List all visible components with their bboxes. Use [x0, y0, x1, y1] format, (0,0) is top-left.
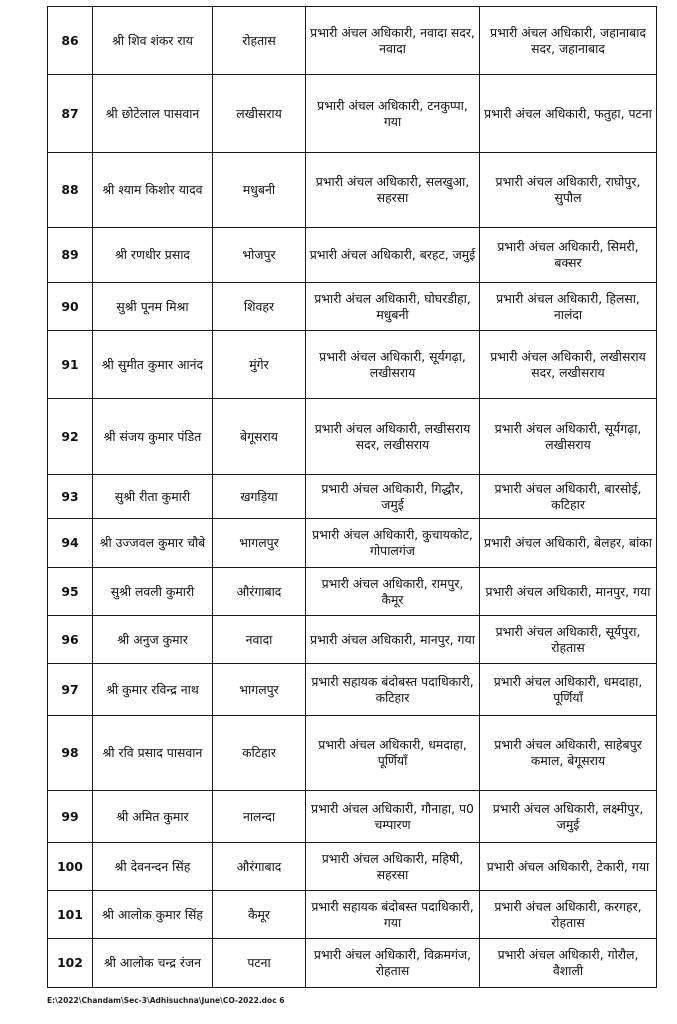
table-row: [48, 843, 657, 891]
officer-name: सुश्री पूनम मिश्रा: [93, 283, 213, 331]
current-posting: प्रभारी अंचल अधिकारी, नवादा सदर, नवादा: [306, 7, 480, 75]
new-posting: प्रभारी अंचल अधिकारी, बारसोई, कटिहार: [480, 475, 657, 519]
new-posting: प्रभारी अंचल अधिकारी, लखीसराय सदर, लखीसराय: [480, 331, 657, 399]
current-posting: प्रभारी अंचल अधिकारी, रामपुर, कैमूर: [306, 568, 480, 616]
serial-number: 88: [48, 153, 93, 228]
current-posting: प्रभारी सहायक बंदोबस्त पदाधिकारी, गया: [306, 891, 480, 939]
serial-number: 99: [48, 791, 93, 843]
table-row: [48, 153, 657, 228]
officer-name: श्री आलोक चन्द्र रंजन: [93, 939, 213, 988]
current-posting: प्रभारी अंचल अधिकारी, मानपुर, गया: [306, 616, 480, 664]
current-posting: प्रभारी अंचल अधिकारी, विक्रमगंज, रोहतास: [306, 939, 480, 988]
table-row: [48, 616, 657, 664]
new-posting: प्रभारी अंचल अधिकारी, साहेबपुर कमाल, बेगूसराय: [480, 716, 657, 791]
current-posting: प्रभारी अंचल अधिकारी, सलखुआ, सहरसा: [306, 153, 480, 228]
officer-name: श्री रणधीर प्रसाद: [93, 228, 213, 283]
home-district: मुंगेर: [213, 331, 306, 399]
table-row: [48, 664, 657, 716]
new-posting: प्रभारी अंचल अधिकारी, जहानाबाद सदर, जहानाबाद: [480, 7, 657, 75]
serial-number: 89: [48, 228, 93, 283]
serial-number: 100: [48, 843, 93, 891]
home-district: लखीसराय: [213, 75, 306, 153]
officer-name: श्री रवि प्रसाद पासवान: [93, 716, 213, 791]
serial-number: 93: [48, 475, 93, 519]
table-row: [48, 568, 657, 616]
serial-number: 86: [48, 7, 93, 75]
new-posting: प्रभारी अंचल अधिकारी, सूर्यपुरा, रोहतास: [480, 616, 657, 664]
new-posting: प्रभारी अंचल अधिकारी, राघोपुर, सुपौल: [480, 153, 657, 228]
current-posting: प्रभारी अंचल अधिकारी, महिषी, सहरसा: [306, 843, 480, 891]
current-posting: प्रभारी अंचल अधिकारी, सूर्यगढ़ा, लखीसराय: [306, 331, 480, 399]
table-row: [48, 475, 657, 519]
new-posting: प्रभारी अंचल अधिकारी, मानपुर, गया: [480, 568, 657, 616]
table-row: [48, 331, 657, 399]
serial-number: 98: [48, 716, 93, 791]
table-row: [48, 519, 657, 568]
serial-number: 90: [48, 283, 93, 331]
table-row: [48, 75, 657, 153]
table-row: [48, 791, 657, 843]
officer-name: श्री आलोक कुमार सिंह: [93, 891, 213, 939]
officer-name: श्री अनुज कुमार: [93, 616, 213, 664]
home-district: कैमूर: [213, 891, 306, 939]
officer-name: श्री कुमार रविन्द्र नाथ: [93, 664, 213, 716]
home-district: कटिहार: [213, 716, 306, 791]
home-district: औरंगाबाद: [213, 843, 306, 891]
new-posting: प्रभारी अंचल अधिकारी, धमदाहा, पूर्णियाँ: [480, 664, 657, 716]
serial-number: 91: [48, 331, 93, 399]
officer-name: श्री संजय कुमार पंडित: [93, 399, 213, 475]
officer-name: श्री सुमीत कुमार आनंद: [93, 331, 213, 399]
home-district: पटना: [213, 939, 306, 988]
serial-number: 97: [48, 664, 93, 716]
home-district: बेगूसराय: [213, 399, 306, 475]
current-posting: प्रभारी अंचल अधिकारी, गौनाहा, प0 चम्पारण: [306, 791, 480, 843]
officer-name: सुश्री रीता कुमारी: [93, 475, 213, 519]
serial-number: 95: [48, 568, 93, 616]
home-district: नालन्दा: [213, 791, 306, 843]
new-posting: प्रभारी अंचल अधिकारी, लक्ष्मीपुर, जमुई: [480, 791, 657, 843]
new-posting: प्रभारी अंचल अधिकारी, सिमरी, बक्सर: [480, 228, 657, 283]
new-posting: प्रभारी अंचल अधिकारी, फतुहा, पटना: [480, 75, 657, 153]
home-district: भागलपुर: [213, 519, 306, 568]
new-posting: प्रभारी अंचल अधिकारी, बेलहर, बांका: [480, 519, 657, 568]
home-district: मधुबनी: [213, 153, 306, 228]
officer-name: श्री शिव शंकर राय: [93, 7, 213, 75]
table-row: [48, 228, 657, 283]
new-posting: प्रभारी अंचल अधिकारी, करगहर, रोहतास: [480, 891, 657, 939]
table-row: [48, 7, 657, 75]
new-posting: प्रभारी अंचल अधिकारी, टेकारी, गया: [480, 843, 657, 891]
file-path-footer: E:\2022\Chandam\Sec-3\Adhisuchna\June\CO-2022.doc 6: [47, 996, 285, 1005]
home-district: रोहतास: [213, 7, 306, 75]
current-posting: प्रभारी अंचल अधिकारी, कुचायकोट, गोपालगंज: [306, 519, 480, 568]
current-posting: प्रभारी अंचल अधिकारी, गिद्धौर, जमुई: [306, 475, 480, 519]
officer-name: सुश्री लवली कुमारी: [93, 568, 213, 616]
current-posting: प्रभारी सहायक बंदोबस्त पदाधिकारी, कटिहार: [306, 664, 480, 716]
officer-name: श्री अमित कुमार: [93, 791, 213, 843]
table-row: [48, 939, 657, 988]
table-row: [48, 716, 657, 791]
serial-number: 87: [48, 75, 93, 153]
serial-number: 96: [48, 616, 93, 664]
current-posting: प्रभारी अंचल अधिकारी, धमदाहा, पूर्णियाँ: [306, 716, 480, 791]
officer-name: श्री देवनन्दन सिंह: [93, 843, 213, 891]
serial-number: 92: [48, 399, 93, 475]
current-posting: प्रभारी अंचल अधिकारी, बरहट, जमुई: [306, 228, 480, 283]
home-district: औरंगाबाद: [213, 568, 306, 616]
new-posting: प्रभारी अंचल अधिकारी, सूर्यगढ़ा, लखीसराय: [480, 399, 657, 475]
home-district: भागलपुर: [213, 664, 306, 716]
new-posting: प्रभारी अंचल अधिकारी, हिलसा, नालंदा: [480, 283, 657, 331]
current-posting: प्रभारी अंचल अधिकारी, घोघरडीहा, मधुबनी: [306, 283, 480, 331]
table-row: [48, 399, 657, 475]
transfer-table: [47, 6, 657, 988]
officer-name: श्री श्याम किशोर यादव: [93, 153, 213, 228]
home-district: शिवहर: [213, 283, 306, 331]
home-district: नवादा: [213, 616, 306, 664]
home-district: खगड़िया: [213, 475, 306, 519]
home-district: भोजपुर: [213, 228, 306, 283]
serial-number: 102: [48, 939, 93, 988]
officer-name: श्री छोटेलाल पासवान: [93, 75, 213, 153]
current-posting: प्रभारी अंचल अधिकारी, टनकुप्पा, गया: [306, 75, 480, 153]
serial-number: 94: [48, 519, 93, 568]
table-row: [48, 891, 657, 939]
officer-name: श्री उज्जवल कुमार चौबे: [93, 519, 213, 568]
current-posting: प्रभारी अंचल अधिकारी, लखीसराय सदर, लखीसराय: [306, 399, 480, 475]
table-row: [48, 283, 657, 331]
serial-number: 101: [48, 891, 93, 939]
new-posting: प्रभारी अंचल अधिकारी, गोरौल, वैशाली: [480, 939, 657, 988]
